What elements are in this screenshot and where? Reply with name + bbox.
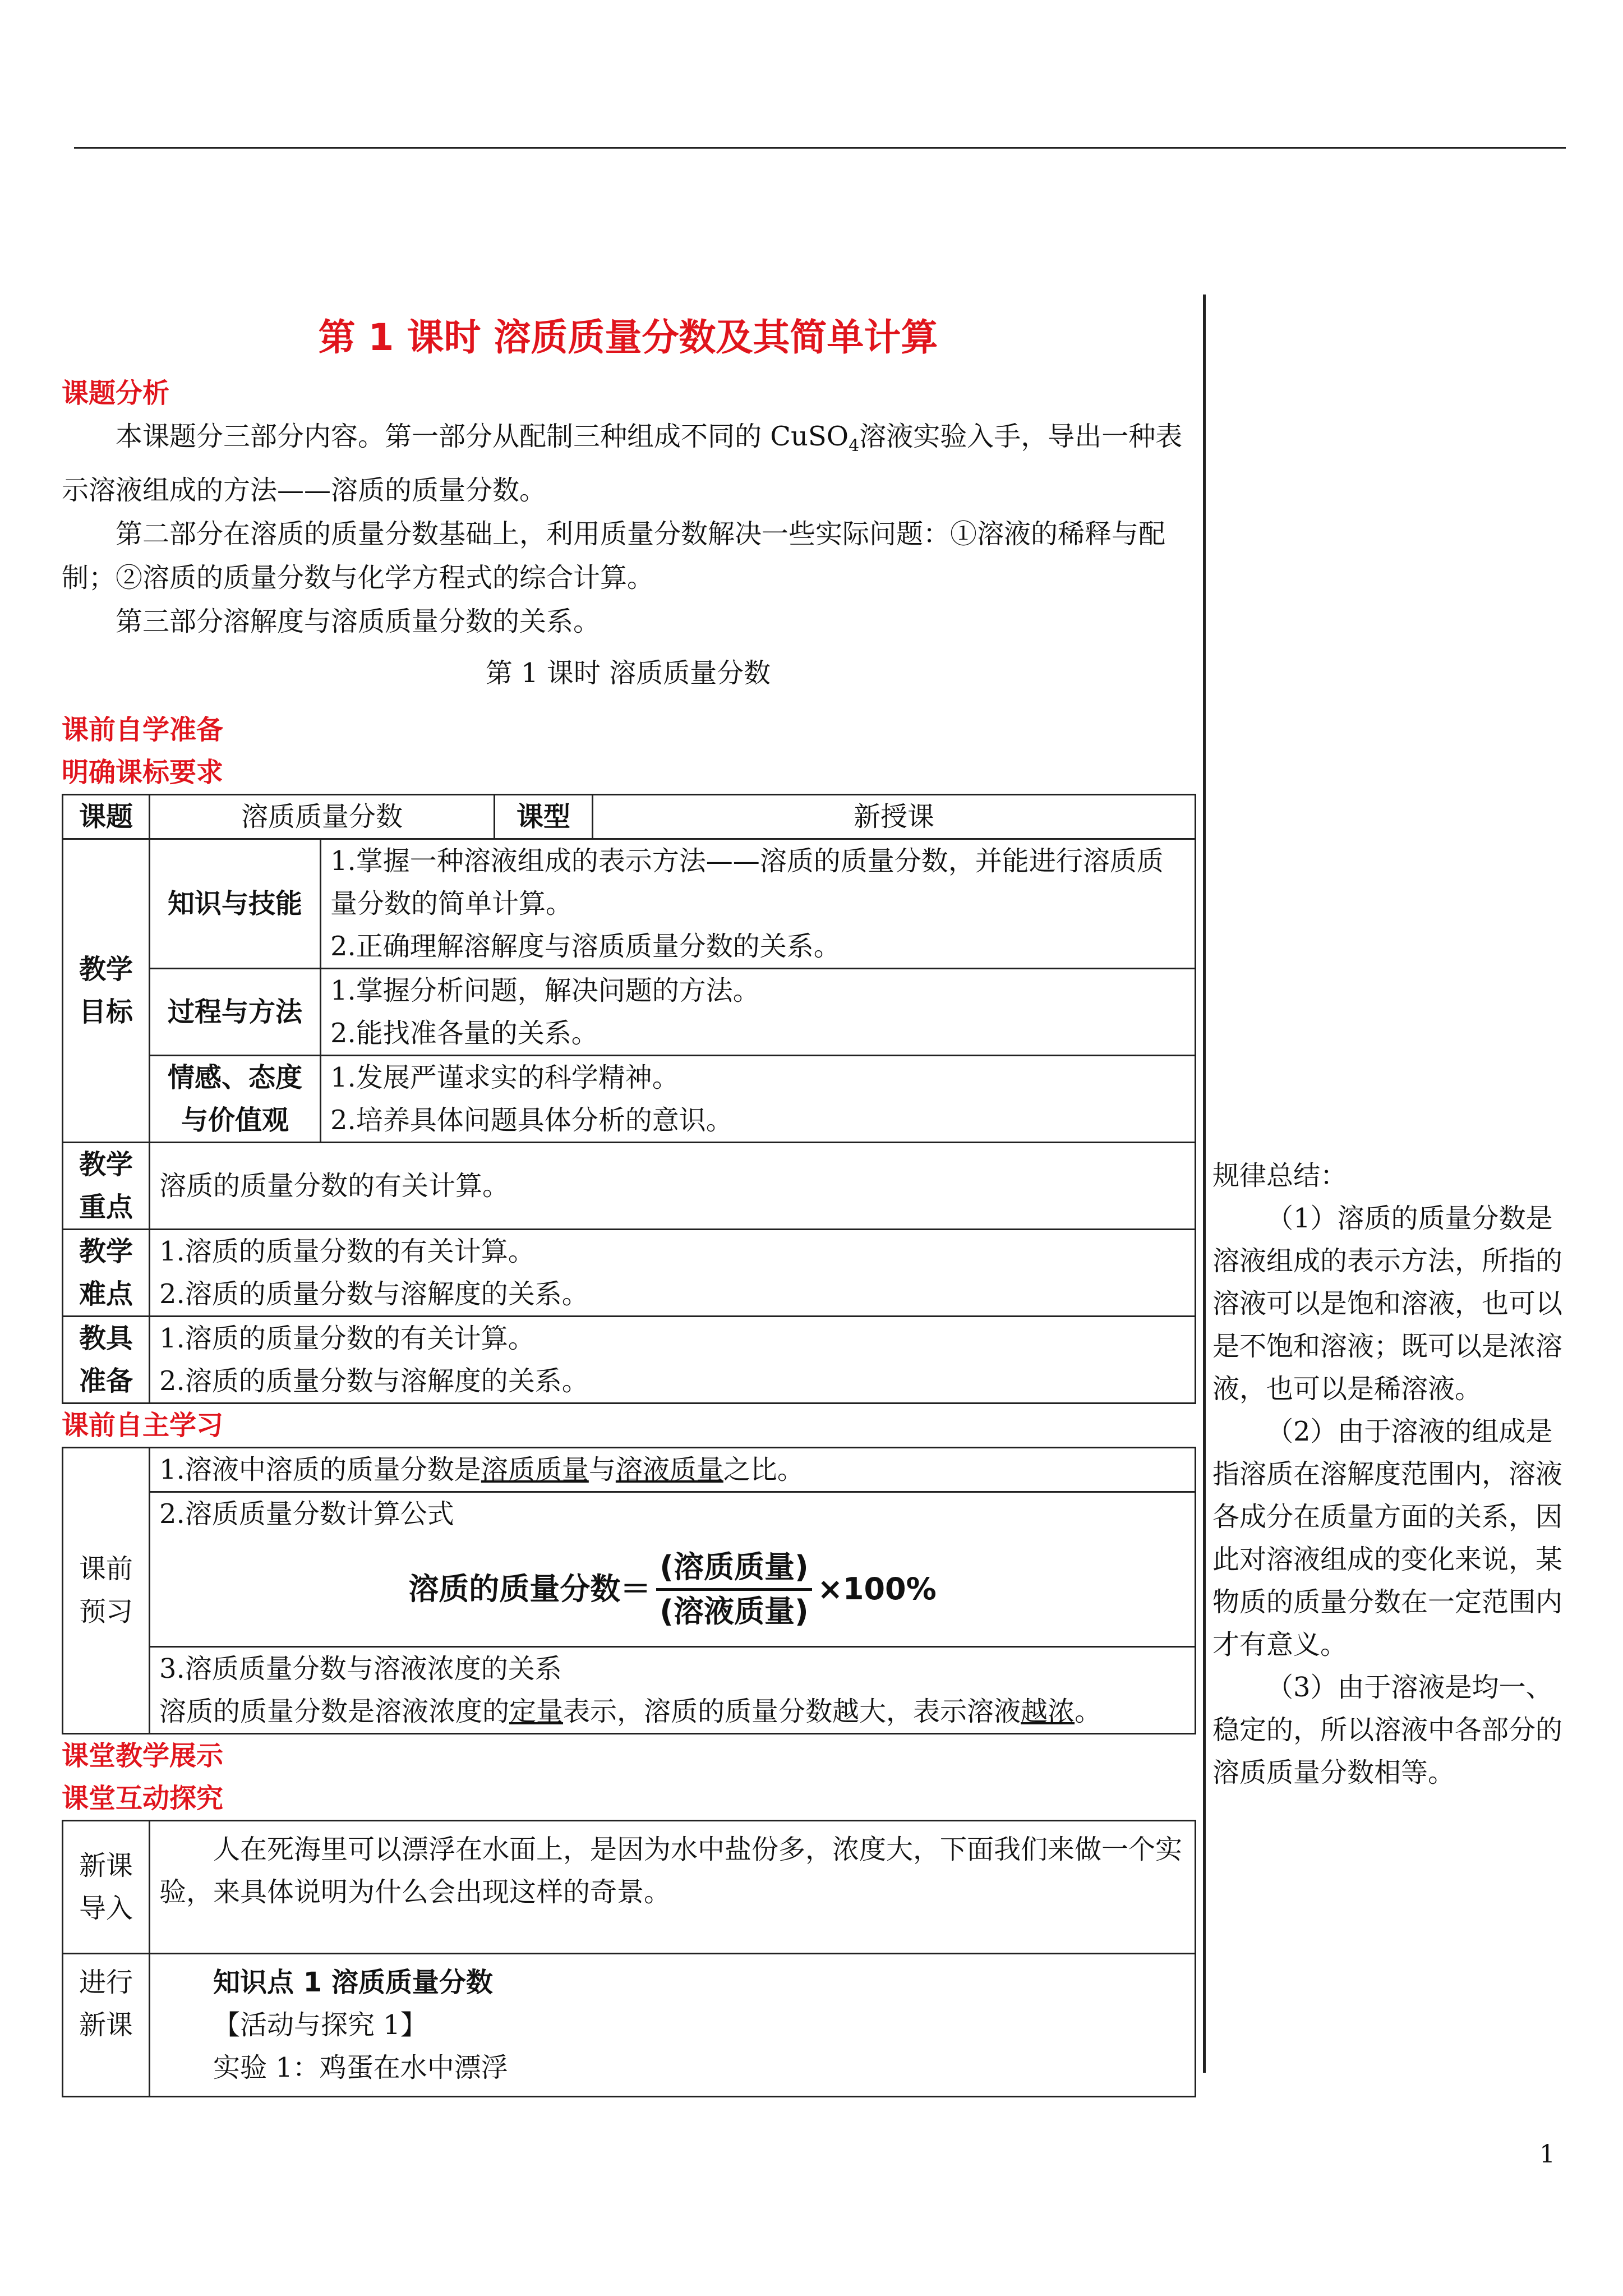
tools-values xyxy=(150,1316,1196,1403)
preview-answer-quantitative: 定量 xyxy=(509,1695,564,1727)
preview-item-1 xyxy=(150,1447,1196,1492)
difficulty-2: 2.溶质的质量分数与溶解度的关系。 xyxy=(159,1278,589,1310)
preview-item-1-text-c: 之比。 xyxy=(723,1453,804,1485)
prep-heading: 课前自学准备 xyxy=(62,714,224,746)
topic-value: 溶质质量分数 xyxy=(150,794,495,839)
analysis-p1-text-a: 本课题分三部分内容。第一部分从配制三种组成不同的 CuSO xyxy=(116,421,849,452)
knowledge-point-1: 知识点 1 溶质质量分数 xyxy=(213,1966,493,1998)
emotion-goal-2: 2.培养具体问题具体分析的意识。 xyxy=(330,1104,733,1136)
knowledge-goal-1: 1.掌握一种溶液组成的表示方法——溶质的质量分数，并能进行溶质质量分数的简单计算。 xyxy=(330,845,1164,919)
preview-table xyxy=(62,1447,1196,1734)
lesson-title: 第 1 课时 溶质质量分数及其简单计算 xyxy=(318,316,938,359)
sub-title: 第 1 课时 溶质质量分数 xyxy=(485,657,771,689)
tools-2: 2.溶质的质量分数与溶解度的关系。 xyxy=(159,1365,589,1397)
new-lesson-label: 进行新课 xyxy=(63,1953,150,2096)
experiment-1: 实验 1：鸡蛋在水中漂浮 xyxy=(213,2051,508,2083)
preview-item-3-text-c: 。 xyxy=(1075,1695,1102,1727)
table-row xyxy=(63,794,1196,839)
analysis-heading: 课题分析 xyxy=(62,378,170,409)
table-row xyxy=(63,1492,1196,1646)
type-label: 课型 xyxy=(495,794,593,839)
header-rule xyxy=(74,147,1566,149)
process-label: 过程与方法 xyxy=(150,968,321,1055)
intro-text: 人在死海里可以漂浮在水面上，是因为水中盐份多，浓度大，下面我们来做一个实验，来具体说明为什么会出现这样的奇景。 xyxy=(150,1820,1196,1953)
summary-point-2: （2）由于溶液的组成是指溶质在溶解度范围内，溶液各成分在质量方面的关系，因此对溶液组成的变化来说，某物质的质量分数在一定范围内才有意义。 xyxy=(1212,1416,1563,1660)
formula-caption: 2.溶质质量分数计算公式 xyxy=(159,1498,454,1530)
analysis-paragraph-1 xyxy=(62,415,1195,512)
preview-item-1-text-b: 与 xyxy=(588,1453,616,1485)
classroom-heading: 课堂教学展示 xyxy=(62,1740,224,1772)
preview-item-3-text-b: 表示，溶质的质量分数越大，表示溶液 xyxy=(563,1695,1021,1727)
formula-fraction xyxy=(656,1547,811,1632)
summary-point-1: （1）溶质的质量分数是溶液组成的表示方法，所指的溶液可以是饱和溶液，也可以是不饱和溶液；既可以是浓溶液，也可以是稀溶液。 xyxy=(1212,1203,1563,1405)
table-row xyxy=(63,1055,1196,1142)
process-goal-1: 1.掌握分析问题，解决问题的方法。 xyxy=(330,974,760,1006)
preview-item-1-text-a: 1.溶液中溶质的质量分数是 xyxy=(159,1453,481,1485)
knowledge-goal-2: 2.正确理解溶解度与溶质质量分数的关系。 xyxy=(330,930,841,962)
summary-title: 规律总结： xyxy=(1212,1160,1348,1191)
table-row xyxy=(63,1142,1196,1229)
goal-label: 教学目标 xyxy=(63,839,150,1142)
preview-answer-solute-mass: 溶质质量 xyxy=(481,1453,589,1485)
page-number: 1 xyxy=(1539,2140,1555,2169)
table-row xyxy=(63,1953,1196,2096)
interactive-heading: 课堂互动探究 xyxy=(62,1782,224,1814)
emotion-goals xyxy=(321,1055,1196,1142)
tools-1: 1.溶质的质量分数的有关计算。 xyxy=(159,1322,535,1354)
preview-item-3-text-a: 溶质的质量分数是溶液浓度的 xyxy=(159,1695,510,1727)
classroom-table xyxy=(62,1820,1196,2097)
intro-label: 新课导入 xyxy=(63,1820,150,1953)
focus-label: 教学重点 xyxy=(63,1142,150,1229)
formula-denominator: (溶液质量) xyxy=(660,1593,809,1629)
table-row xyxy=(63,1316,1196,1403)
preview-item-2 xyxy=(150,1492,1196,1646)
preview-answer-more-concentrated: 越浓 xyxy=(1021,1695,1075,1727)
analysis-p1-subscript: 4 xyxy=(849,436,860,456)
preview-item-3-title: 3.溶质质量分数与溶液浓度的关系 xyxy=(159,1653,562,1685)
emotion-goal-1: 1.发展严谨求实的科学精神。 xyxy=(330,1061,679,1093)
formula-numerator: (溶质质量) xyxy=(656,1547,811,1591)
formula-lhs: 溶质的质量分数＝ xyxy=(408,1571,651,1607)
difficulty-1: 1.溶质的质量分数的有关计算。 xyxy=(159,1235,535,1267)
table-row xyxy=(63,1447,1196,1492)
knowledge-label: 知识与技能 xyxy=(150,839,321,968)
table-row xyxy=(63,1820,1196,1953)
difficulty-label: 教学难点 xyxy=(63,1229,150,1316)
table-row xyxy=(63,1229,1196,1316)
analysis-paragraph-2: 第二部分在溶质的质量分数基础上，利用质量分数解决一些实际问题：①溶液的稀释与配制；②溶质的质量分数与化学方程式的综合计算。 xyxy=(62,518,1166,593)
mass-fraction-formula xyxy=(159,1535,1186,1646)
new-lesson-content xyxy=(150,1953,1196,2096)
emotion-label: 情感、态度与价值观 xyxy=(150,1055,321,1142)
preview-answer-solution-mass: 溶液质量 xyxy=(615,1453,723,1485)
table-row xyxy=(63,1646,1196,1733)
knowledge-goals xyxy=(321,839,1196,968)
process-goals xyxy=(321,968,1196,1055)
main-column xyxy=(62,292,1195,2097)
preview-item-3-text xyxy=(159,1690,1186,1733)
standards-heading: 明确课标要求 xyxy=(62,756,224,788)
goals-table xyxy=(62,794,1196,1404)
table-row xyxy=(63,968,1196,1055)
column-divider xyxy=(1203,295,1206,2073)
table-row xyxy=(63,839,1196,968)
self-study-heading: 课前自主学习 xyxy=(62,1409,224,1441)
process-goal-2: 2.能找准各量的关系。 xyxy=(330,1017,598,1049)
preview-item-3 xyxy=(150,1646,1196,1733)
tools-label: 教具准备 xyxy=(63,1316,150,1403)
summary-point-3: （3）由于溶液是均一、稳定的，所以溶液中各部分的溶质质量分数相等。 xyxy=(1212,1672,1563,1788)
activity-heading: 【活动与探究 1】 xyxy=(213,2009,427,2041)
analysis-p1-text-b: 溶液实验入手，导出一种表示溶液组成的方法——溶质的质量分数。 xyxy=(62,421,1183,506)
topic-label: 课题 xyxy=(63,794,150,839)
preview-label: 课前预习 xyxy=(63,1447,150,1733)
formula-multiplier: ×100% xyxy=(817,1571,937,1607)
difficulty-values xyxy=(150,1229,1196,1316)
summary-sidebar xyxy=(1212,1154,1571,1794)
analysis-paragraph-3: 第三部分溶解度与溶质质量分数的关系。 xyxy=(116,605,601,637)
type-value: 新授课 xyxy=(593,794,1196,839)
focus-value: 溶质的质量分数的有关计算。 xyxy=(150,1142,1196,1229)
